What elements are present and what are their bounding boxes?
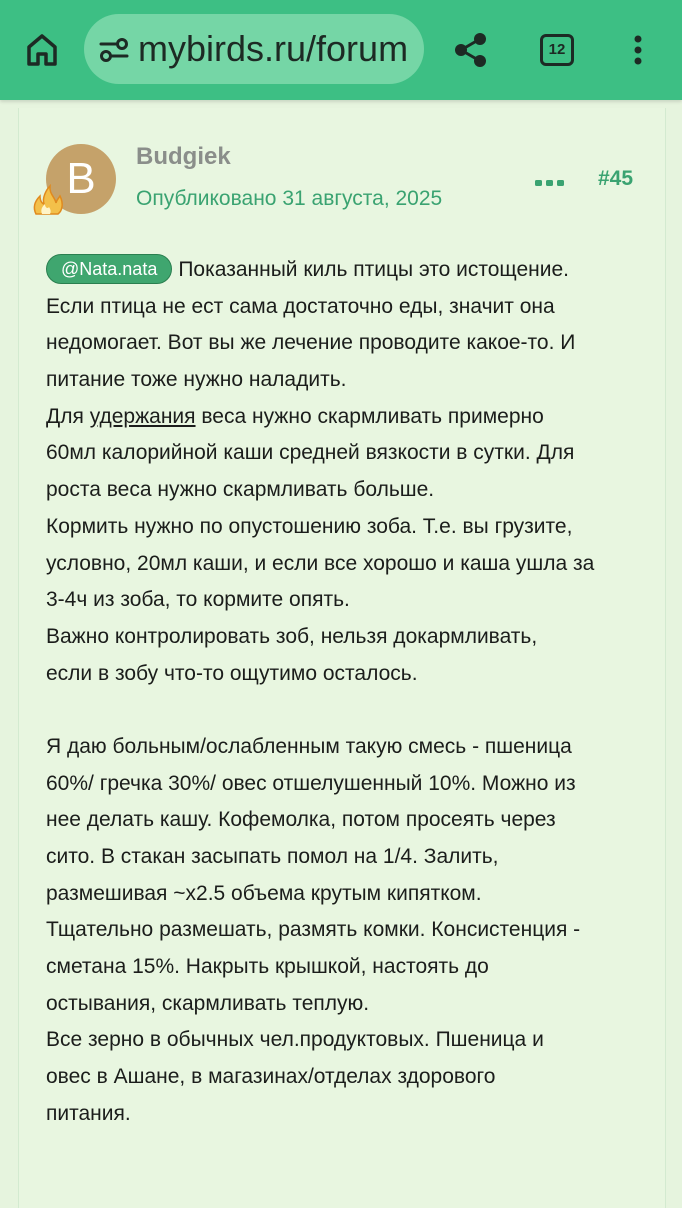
line-text: сито. В стакан засыпать помол на 1/4. Залить, [46, 845, 499, 868]
line-text: 60мл калорийной каши средней вязкости в сутки. Для [46, 441, 575, 465]
line-text: Важно контролировать зоб, нельзя докармливать, [46, 624, 538, 648]
line-text: Я даю больным/ослабленным такую смесь - пшеница [46, 734, 572, 758]
post-line [46, 912, 646, 949]
line-text: Показанный киль птицы это истощение. [178, 258, 569, 281]
line-text: условно, 20мл каши, и если все хорошо и каша ушла за [46, 551, 595, 575]
post-line [46, 509, 646, 546]
post-line [46, 802, 646, 839]
user-mention-link[interactable]: @Nata.nata [46, 254, 172, 284]
flame-badge-icon [30, 180, 66, 216]
post-line [46, 986, 646, 1023]
post-line [46, 1096, 646, 1133]
url-text[interactable]: mybirds.ru/forum [138, 28, 409, 69]
line-text: недомогает. Вот вы же лечение проводите какое-то. И [46, 331, 576, 355]
line-text: Все зерно в обычных чел.продуктовых. Пшеница и [46, 1028, 544, 1052]
site-settings-icon[interactable] [98, 36, 130, 64]
line-text: питание тоже нужно наладить. [46, 368, 347, 392]
line-text: остывания, скармливать теплую. [46, 991, 370, 1015]
post-line [46, 1022, 646, 1059]
line-text: веса нужно скармливать примерно [195, 404, 544, 428]
post-line [46, 252, 646, 289]
blank-line [46, 692, 646, 729]
post-line [46, 399, 646, 436]
line-text: нее делать кашу. Кофемолка, потом просеять через [46, 808, 556, 832]
line-text: Для [46, 404, 90, 428]
home-icon[interactable] [22, 30, 62, 70]
post-line [46, 839, 646, 876]
line-text: роста веса нужно скармливать больше. [46, 478, 435, 502]
line-text: Кормить нужно по опустошению зоба. Т.е. вы грузите, [46, 514, 573, 538]
line-text: если в зобу что-то ощутимо осталось. [46, 661, 418, 685]
post-number-link[interactable]: #45 [598, 167, 634, 190]
post-options-icon[interactable] [535, 174, 565, 182]
tab-switcher-button[interactable] [540, 34, 574, 66]
tab-count: 12 [540, 34, 574, 66]
line-text: питания. [46, 1101, 131, 1125]
inline-link[interactable]: удержания [89, 404, 196, 428]
post-line [46, 546, 646, 583]
post-line [46, 472, 646, 509]
line-text: размешивая ~х2.5 объема крутым кипятком. [46, 881, 482, 905]
post-line [46, 435, 646, 472]
post-line [46, 289, 646, 326]
post-line [46, 619, 646, 656]
line-text: Если птица не ест сама достаточно еды, значит она [46, 294, 555, 318]
line-text: 60%/ гречка 30%/ овес отшелушенный 10%. Можно из [46, 771, 576, 795]
post-line [46, 949, 646, 986]
post-line [46, 766, 646, 803]
post-content [46, 252, 646, 1133]
post-line [46, 656, 646, 693]
post-line [46, 876, 646, 913]
post-line [46, 582, 646, 619]
post-date[interactable]: Опубликовано 31 августа, 2025 [136, 187, 443, 210]
browser-toolbar [0, 0, 682, 100]
post-line [46, 362, 646, 399]
post-line [46, 729, 646, 766]
post-line [46, 325, 646, 362]
post-author[interactable]: Budgiek [136, 143, 231, 170]
avatar[interactable]: B [46, 144, 116, 214]
address-bar[interactable] [84, 14, 424, 84]
line-text: овес в Ашане, в магазинах/отделах здорового [46, 1065, 496, 1089]
line-text: Тщательно размешать, размять комки. Консистенция - [46, 918, 581, 942]
more-menu-icon[interactable] [626, 34, 650, 66]
line-text: 3-4ч из зоба, то кормите опять. [46, 588, 350, 612]
share-icon[interactable] [452, 30, 490, 70]
post-line [46, 1059, 646, 1096]
line-text: сметана 15%. Накрыть крышкой, настоять до [46, 955, 489, 979]
